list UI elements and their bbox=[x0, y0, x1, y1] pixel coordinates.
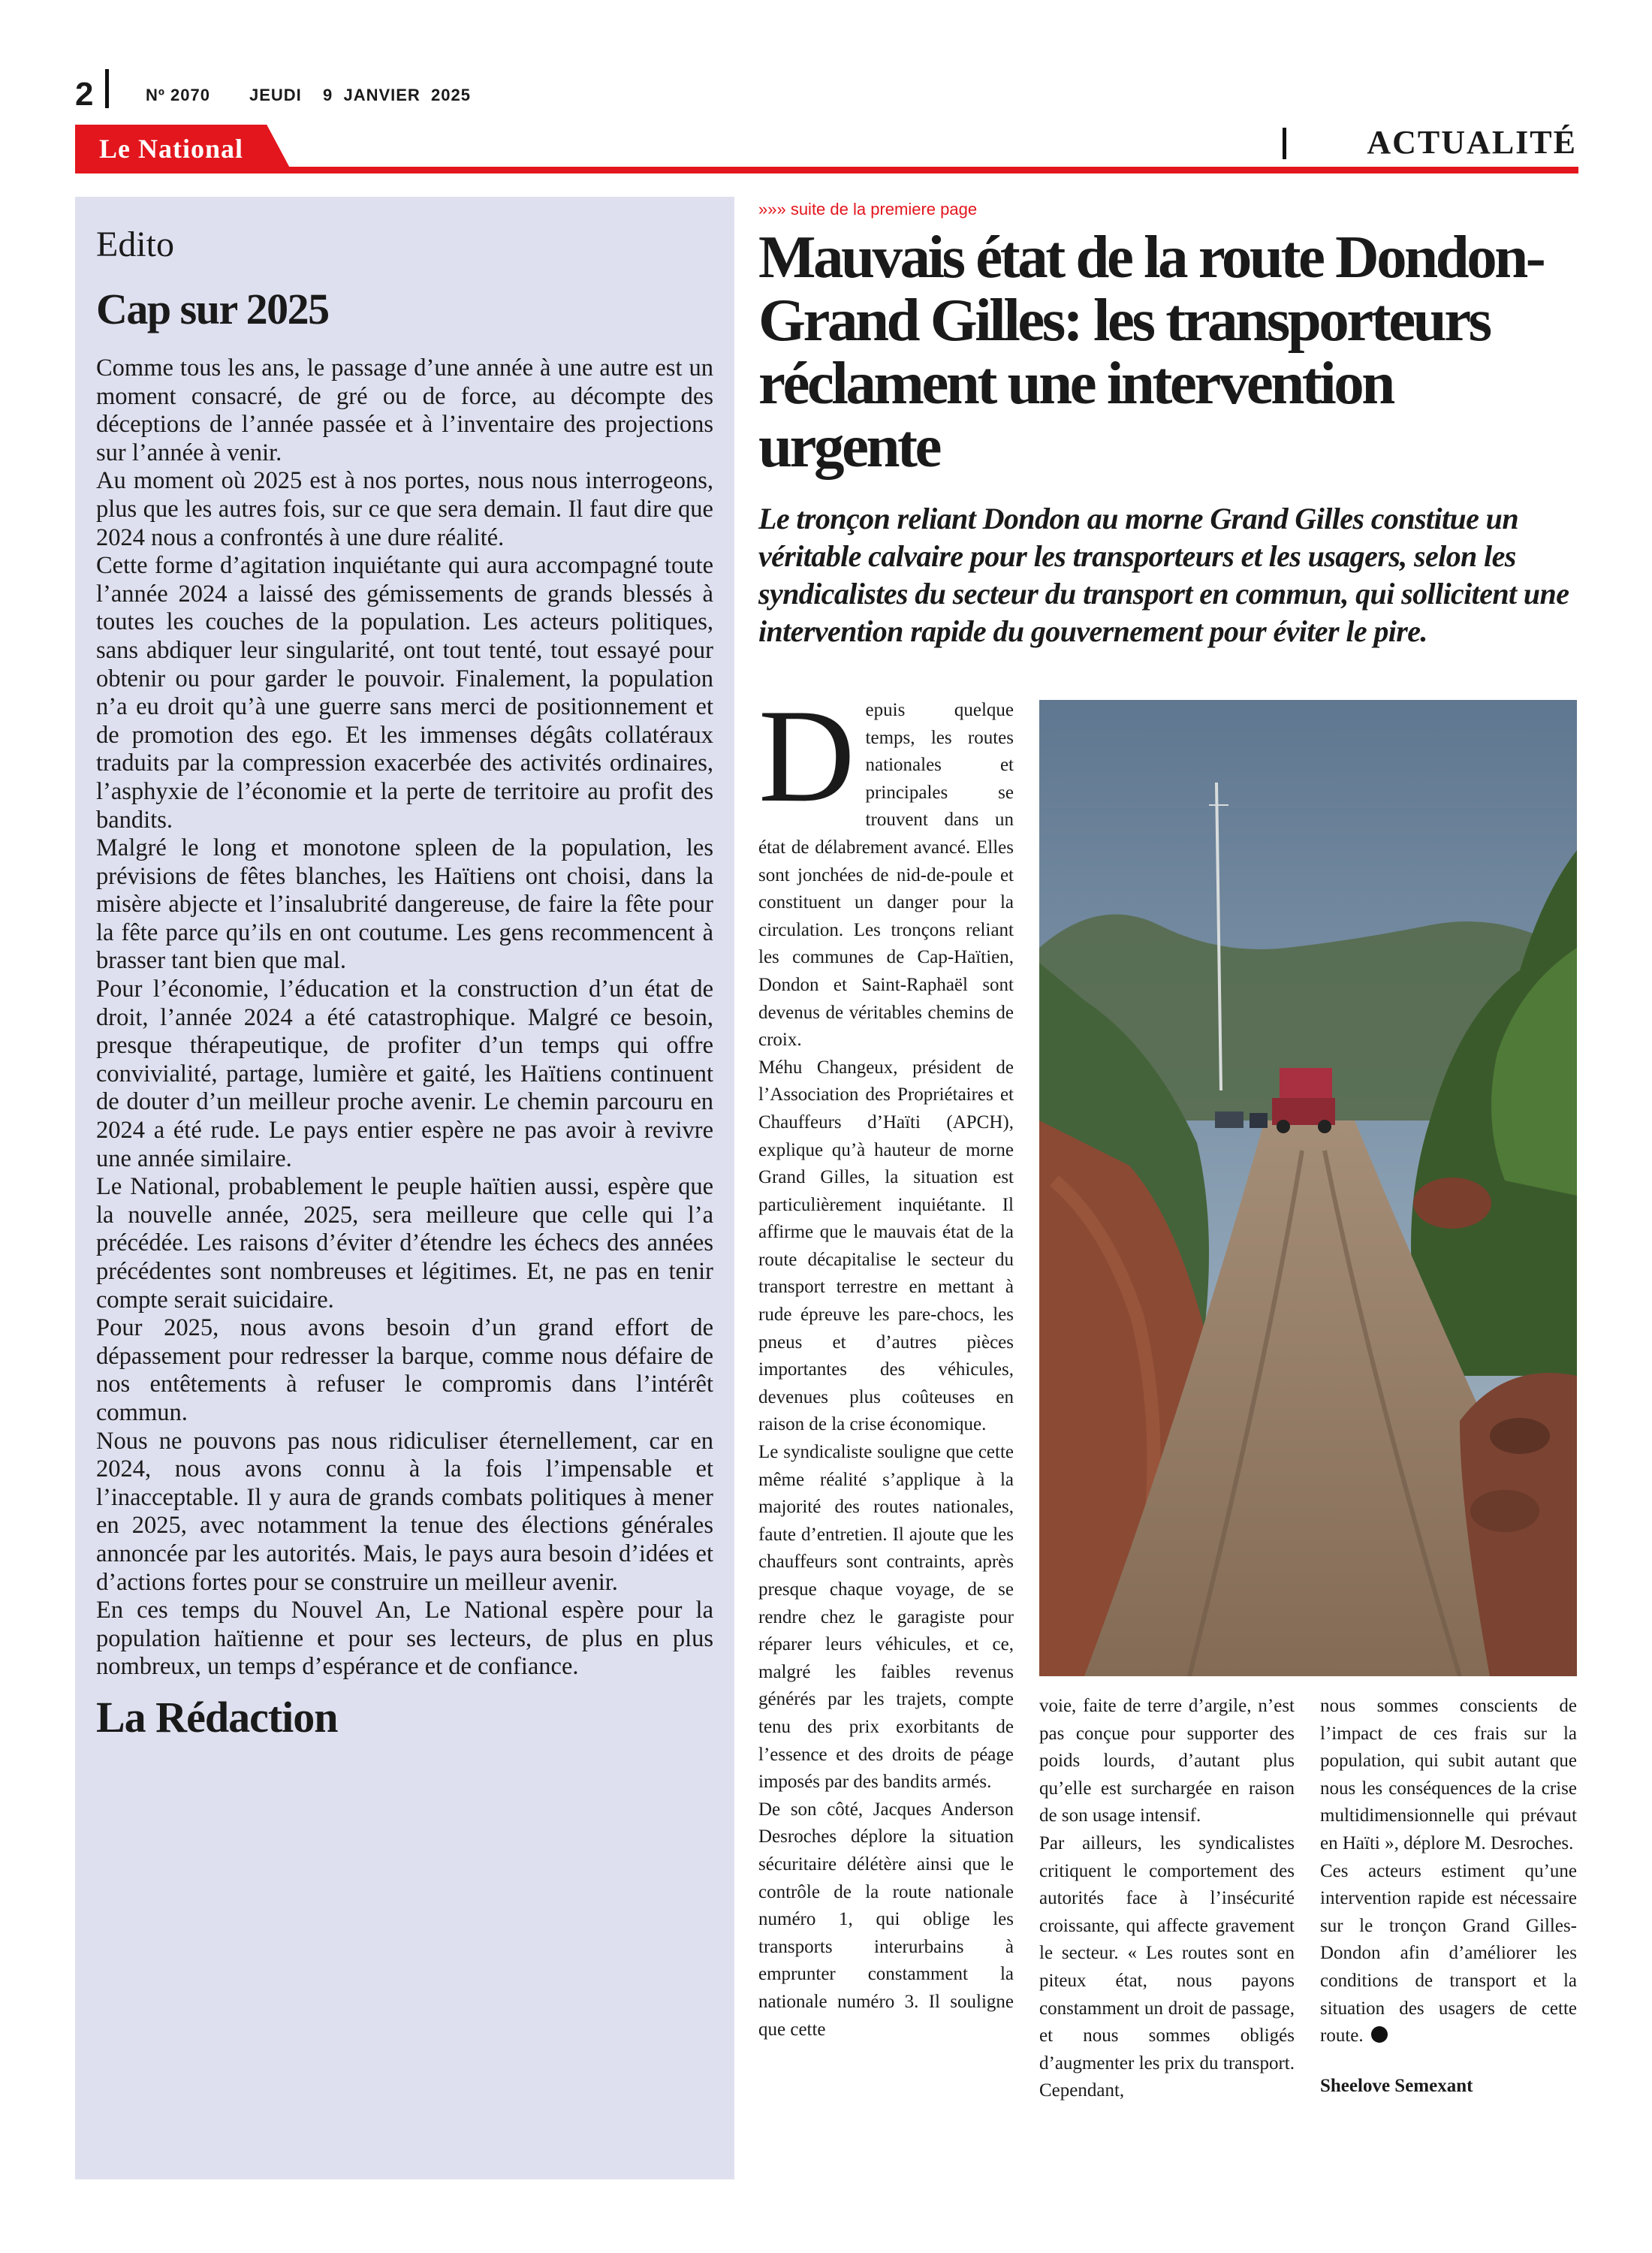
article-column-2 bbox=[1039, 1693, 1295, 2105]
article-column-3 bbox=[1320, 1693, 1577, 2100]
article-paragraph-text: epuis quelque temps, les routes nationales et principales se trouvent dans un état de délabrement avancé. Elles sont jonchées de nid-de-poule et constituent un danger pour la circulation. Les tronçons reliant les communes de Cap-Haïtien, Dondon et Saint-Raphaël sont devenus de véritables chemins de croix. bbox=[758, 700, 1014, 1051]
article-paragraph bbox=[758, 681, 1014, 1054]
edito-paragraph: Comme tous les ans, le passage d’une année à une autre est un moment consacré, de gré ou de force, au décompte des déceptions de l’année passée et à l’inventaire des projections sur l’année à venir. bbox=[96, 354, 713, 466]
issue-number: Nº 2070 bbox=[146, 86, 210, 104]
edito-paragraph: Pour 2025, nous avons besoin d’un grand effort de dépassement pour redresser la barque, comme nous défaire de nos entêtements à refuser le compromis dans l’intérêt commun. bbox=[96, 1314, 713, 1426]
edito-paragraph: Le National, probablement le peuple haïtien aussi, espère que la nouvelle année, 2025, sera meilleure que celle qui l’a précédée. Les raisons d’éviter d’étendre les échecs des années précédentes sont nombreuses et légitimes. Et, ne pas en tenir compte serait suicidaire. bbox=[96, 1173, 713, 1313]
issue-date: 9 JANVIER 2025 bbox=[323, 86, 471, 104]
article-paragraph: voie, faite de terre d’argile, n’est pas conçue pour supporter des poids lourds, d’autant plus qu’elle est surchargée en raison de son usage intensif. bbox=[1039, 1696, 1295, 1826]
edito-signature: La Rédaction bbox=[96, 1692, 338, 1742]
article-photo-road bbox=[1039, 700, 1577, 1676]
article-paragraph-text: Ces acteurs estiment qu’une intervention rapide est nécessaire sur le tronçon Grand Gilles-Dondon afin d’améliorer les conditions de transport et la situation des usagers de cette route. bbox=[1320, 1860, 1577, 2046]
article-paragraph bbox=[1320, 1858, 1577, 2050]
page-number: 2 bbox=[75, 76, 94, 113]
edito-box bbox=[75, 197, 734, 2179]
edito-title: Cap sur 2025 bbox=[96, 285, 329, 333]
article-paragraph: nous sommes conscients de l’impact de ces frais sur la population, qui subit autant que nous les conséquences de la crise multidimensionnelle qui prévaut en Haïti », déplore M. Desroches. bbox=[1320, 1696, 1577, 1853]
edito-paragraph: Pour l’économie, l’éducation et la construction d’un état de droit, l’année 2024 a été catastrophique. Malgré ce besoin, presque thérapeutique, de profiter d’un temps qui offre convivialité, partage, lumière et gaité, les Haïtiens continuent de douter d’un meilleur proche avenir. Le chemin parcouru en 2024 a été rude. Le pays entier espère ne pas avoir à revivre une année similaire. bbox=[96, 976, 713, 1172]
edito-paragraph: Au moment où 2025 est à nos portes, nous nous interrogeons, plus que les autres fois, sur ce que sera demain. Il faut dire que 2024 nous a confrontés à une dure réalité. bbox=[96, 467, 713, 551]
edito-kicker: Edito bbox=[96, 225, 174, 264]
section-title: ACTUALITÉ bbox=[1367, 124, 1577, 161]
article-lead: Le tronçon reliant Dondon au morne Grand Gilles constitue un véritable calvaire pour les transporteurs et les usagers, selon les syndicalistes du secteur du transport en commun, qui sollicitent une intervention rapide du gouvernement pour éviter le pire. bbox=[758, 502, 1569, 648]
article-byline: Sheelove Semexant bbox=[1320, 2075, 1473, 2096]
continued-from-front-page: »»» suite de la premiere page bbox=[758, 200, 978, 219]
issue-day: JEUDI bbox=[249, 86, 302, 104]
brand-logo: Le National bbox=[99, 134, 244, 164]
article-column-1 bbox=[758, 681, 1014, 2043]
header-rule bbox=[75, 167, 1578, 173]
section-separator bbox=[1283, 128, 1286, 159]
article-paragraph: De son côté, Jacques Anderson Desroches déplore la situation sécuritaire délétère ainsi que le contrôle de la route nationale numéro 1, qui oblige les transports interurbains à emprunter constamment la nationale numéro 3. Il souligne que cette bbox=[758, 1799, 1014, 2040]
article-headline: Mauvais état de la route Dondon-Grand Gilles: les transporteurs réclament une intervention urgente bbox=[758, 223, 1544, 480]
article-paragraph: Le syndicaliste souligne que cette même réalité s’applique à la majorité des routes nationales, faute d’entretien. Il ajoute que les chauffeurs sont contraints, après presque chaque voyage, de se rendre chez le garagiste pour réparer leurs véhicules, et ce, malgré les faibles revenus générés par les trajets, compte tenu des prix exorbitants de l’essence et des droits de péage imposés par des bandits armés. bbox=[758, 1442, 1014, 1793]
edito-paragraph: Cette forme d’agitation inquiétante qui aura accompagné toute l’année 2024 a laissé des gémissements de grands blessés à toutes les couches de la population. Les acteurs politiques, sans abdiquer leur singularité, ont tout tenté, tout essayé pour obtenir ou pour garder le pouvoir. Finalement, la population n’a eu droit qu’à une guerre sans merci de positionnement et de promotion des ego. Et les immenses dégâts collatéraux traduits par la compression exacerbée des activités ordinaires, l’asphyxie de l’économie et la perte de territoire au profit des bandits. bbox=[96, 552, 713, 834]
article-paragraph: Par ailleurs, les syndicalistes critiquent le comportement des autorités face à l’insécurité croissante, qui affecte gravement le secteur. « Les routes sont en piteux état, nous payons constamment un droit de passage, et nous sommes obligés d’augmenter les prix du transport. Cependant, bbox=[1039, 1832, 1295, 2101]
header-separator bbox=[105, 69, 109, 108]
article-paragraph: Méhu Changeux, président de l’Association des Propriétaires et Chauffeurs d’Haïti (APCH), explique qu’à hauteur de morne Grand Gilles, la situation est particulièrement inquiétante. Il affirme que le mauvais état de la route décapitalise le secteur du transport terrestre en mettant à rude épreuve les pare-chocs, les pneus et d’autres pièces importantes des véhicules, devenues plus coûteuses en raison de la crise économique. bbox=[758, 1057, 1014, 1435]
edito-body bbox=[96, 354, 713, 1681]
drop-cap: D bbox=[758, 681, 855, 830]
hexagon-end-icon bbox=[1371, 2026, 1388, 2043]
edito-paragraph: En ces temps du Nouvel An, Le National espère pour la population haïtienne et pour ses lecteurs, de plus en plus nombreux, un temps d’espérance et de confiance. bbox=[96, 1597, 713, 1681]
edito-paragraph: Nous ne pouvons pas nous ridiculiser éternellement, car en 2024, nous avons connu à la fois l’impensable et l’inacceptable. Il y aura de grands combats politiques à mener en 2025, avec notamment la tenue des élections générales annoncée par les autorités. Mais, le pays aura besoin d’idées et d’actions fortes pour se construire un meilleur avenir. bbox=[96, 1427, 713, 1596]
edito-paragraph: Malgré le long et monotone spleen de la population, les prévisions de fêtes blanches, les Haïtiens ont choisi, dans la misère abjecte et l’insalubrité dangereuse, de faire la fête pour la fête parce qu’ils en ont coutume. Les gens recommencent à brasser tant bien que mal. bbox=[96, 834, 713, 975]
